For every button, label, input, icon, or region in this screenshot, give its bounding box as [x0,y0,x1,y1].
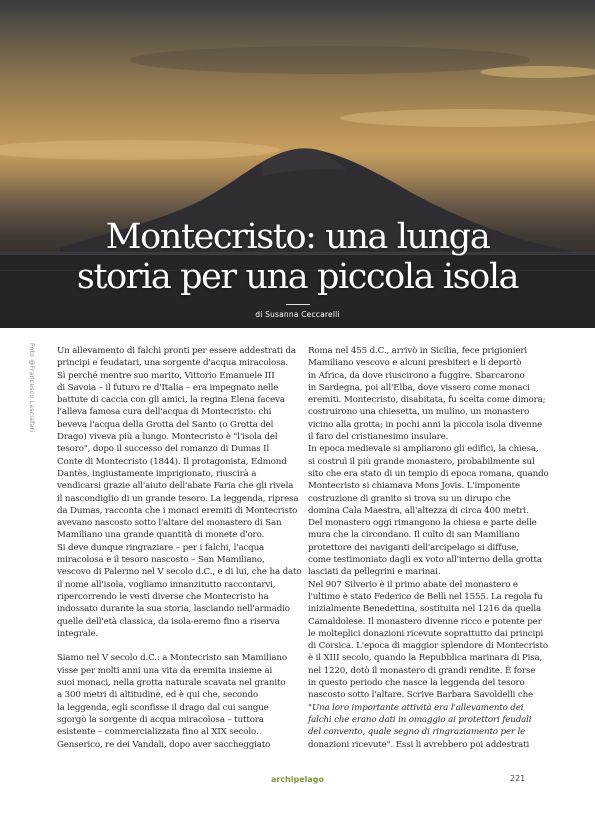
paragraph-line: beveva l'acqua della Grotta del Santo (o Grotta del [57,419,274,430]
paragraph-line: è il XIII secolo, quando la Repubblica marinara di Pisa, [308,653,543,664]
paragraph-line: In epoca medievale si ampliarono gli edifici, la chiesa, [308,444,539,455]
paragraph-line: il nascondiglio di un grande tesoro. La leggenda, ripresa [57,493,299,504]
paragraph-line: integrale. [57,628,99,639]
paragraph-line: di Corsica. L'epoca di maggior splendore di Montecristo [308,641,548,652]
paragraph-line: costruzione di granito si trova su un dirupo che [308,493,511,504]
paragraph-line: l'allevа famosa cura dell'acqua di Montecristo: chi [57,407,272,418]
paragraph-line: a 300 metri di altitudine, ed è qui che, secondo [57,690,258,701]
paragraph-line: Camaldolese. Il monastero divenne ricco e potente per [308,616,542,627]
paragraph-line: Dantès, ingiustamente imprigionato, riuscirà a [57,468,257,479]
article-title-line-2: storia per una piccola isola [76,257,519,297]
paragraph-line: in Sardegna, poi all'Elba, dove vissero come monaci [308,382,530,393]
paragraph-line: ripercorrendo le vesti diverse che Montecristo ha [57,591,269,602]
paragraph-line: Montecristo si chiamava Mons Jovis. L'imponente [308,481,520,492]
paragraph-line: Mamiliano vescovo e alcuni presbiteri e li deportò [308,358,522,369]
paragraph-line: inizialmente Benedettina, sostituita nel 1216 da quella [308,604,542,615]
paragraph-line: miracolosa e il tesoro nascosto – San Mamiliano, [57,555,265,566]
paragraph-line: visse per molti anni una vita da eremita insieme ai [57,665,273,676]
paragraph-line: la leggenda, egli sconfisse il drago dal cui sangue [57,702,269,713]
left-column [57,345,302,751]
paragraph-line: "Una loro importante attività era l'allevamento dei [308,702,524,713]
right-column [308,345,558,751]
paragraph-line: vescovo di Palermo nel V secolo d.C., e di lui, che ha dato [57,567,302,578]
paragraph-line: protettore dei naviganti dell'arcipelago si diffuse, [308,542,519,553]
paragraph-line: mura che la circondano. Il culto di san Mamiliano [308,530,520,541]
paragraph-line: indossato durante la sua storia, lasciando nell'armadio [57,604,290,615]
paragraph-line: di Savoia – il futuro re d'Italia – era impegnato nelle [57,382,279,393]
byline-divider [286,304,310,305]
paragraph-line: tesoro", dopo il successo del romanzo di Dumas Il [57,444,270,455]
paragraph-line: falchi che erano dati in omaggio ai protettori feudali [308,714,532,725]
paragraph-line: sgorgò la sorgente di acqua miracolosa – tuttora [57,714,264,725]
paragraph-line: esistente – commercializzata fino al XIX secolo. [57,727,259,738]
paragraph-line: donazioni ricevute". Essi li avrebbero poi addestrati [308,739,530,750]
paragraph-line: come testimoniato dagli ex voto all'interno della grotta [308,555,542,566]
paragraph-line: le molteplici donazioni ricevute soprattutto dai principi [308,628,544,639]
byline: di Susanna Ceccarelli [255,310,340,319]
paragraph-line: Genserico, re dei Vandali, dopo aver saccheggiato [57,739,271,750]
paragraph-line: Siamo nel V secolo d.C.: a Montecristo san Mamiliano [57,653,287,664]
paragraph-line: Mamiliano una grande quantità di monete d'oro. [57,530,265,541]
paragraph-line: da Dumas, racconta che i monaci eremiti di Montecristo [57,505,298,516]
paragraph-line: si costruì il più grande monastero, probabilmente sul [308,456,535,467]
paragraph-line: vendicarsi grazie all'aiuto dell'abate Faria che gli rivela [57,481,294,492]
paragraph-line: nel 1220, dotò il monastero di grandi rendite. È forse [308,665,536,676]
paragraph-line: in questo periodo che nasce la leggenda del tesoro [308,678,525,689]
paragraph-line: Roma nel 455 d.C., arrivò in Sicilia, fece prigionieri [308,346,527,356]
paragraph-line: Drago) viveva più a lungo. Montecristo è "l'isola del [57,432,278,443]
paragraph-line: il faro del cristianesimo insulare. [308,432,449,443]
paragraph-line: battute di caccia con gli amici, la regina Elena faceva [57,395,285,406]
page-number: 221 [510,774,526,783]
paragraph-line: Sì perché mentre suo marito, Vittorio Emanuele III [57,370,275,381]
magazine-brand: archipelago [270,775,325,784]
paragraph-line: il nome all'isola, vogliamo innanzitutto raccontarvi, [57,579,276,590]
photo-credit: Foto @Francesco Lasciafari [28,343,35,433]
paragraph-line: Del monastero oggi rimangono la chiesa e parte delle [308,518,537,529]
paragraph-line: avevano nascosto sotto l'altare del monastero di San [57,518,282,529]
article-title-line-1: Montecristo: una lunga [105,217,490,257]
paragraph-line: costruirono una chiesetta, un mulino, un monastero [308,407,530,418]
paragraph-line: in Africa, da dove riuscirono a fuggire. Sbarcarono [308,370,525,381]
paragraph-line: del convento, quale segno di ringraziamento per le [308,727,526,738]
paragraph-line: eremiti. Montecristo, disabitata, fu scelta come dimora; [308,395,546,406]
paragraph-line: sito che era stato di un tempio di epoca romana, quando [308,468,549,479]
paragraph-line: l'ultimo è stato Federico de Bellì nel 1555. La regola fu [308,591,543,602]
paragraph-line: Nel 907 Silverio è il primo abate del monastero e [308,579,518,590]
paragraph-line: quelle dell'età classica, da isola-eremo fino a riserva [57,616,280,627]
paragraph-line: nascosto sotto l'altare. Scrive Barbara Savoldelli che [308,690,534,701]
paragraph-line: principi e feudatari, una sorgente d'acqua miracolosa. [57,358,289,369]
paragraph-line: suoi monaci, nella grotta naturale scavata nel granito [57,678,286,689]
paragraph-line: Conte di Montecristo (1844). Il protagonista, Edmond [57,456,287,467]
paragraph-line: lasciati da pellegrini e marinai. [308,567,441,578]
paragraph-line: Un allevamento di falchi pronti per essere addestrati da [57,346,296,356]
paragraph-line: vicino alla grotta; in pochi anni la piccola isola divenne [308,419,543,430]
paragraph-line: Si deve dunque ringraziare – per i falchi, l'acqua [57,542,265,553]
paragraph-line: domina Cala Maestra, all'altezza di circa 400 metri. [308,505,529,516]
